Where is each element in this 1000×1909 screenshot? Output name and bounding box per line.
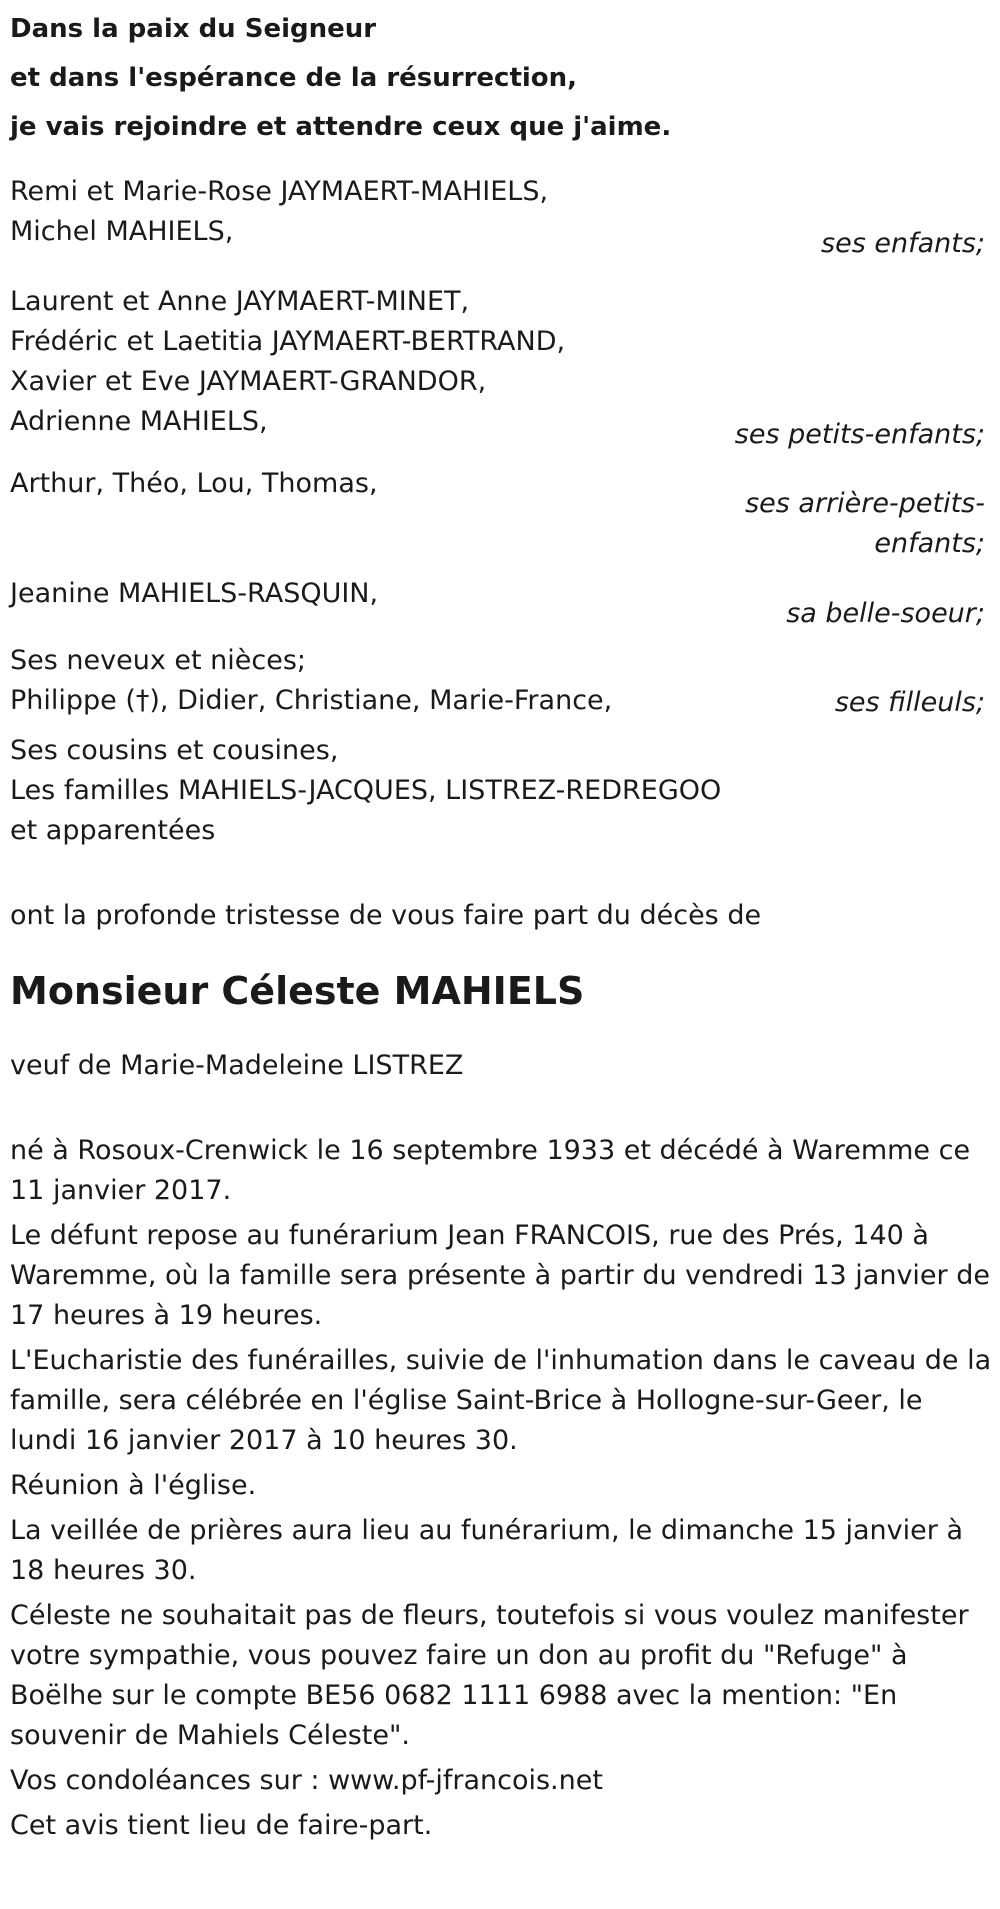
relation-label: ses arrière-petits- enfants; xyxy=(745,488,985,559)
widower-text: veuf de Marie-Madeleine LISTREZ xyxy=(10,1050,464,1081)
family-name-line: Adrienne MAHIELS, xyxy=(10,406,268,437)
family-name-line: Remi et Marie-Rose JAYMAERT-MAHIELS, xyxy=(10,176,549,207)
family-group-great-grandchildren xyxy=(10,464,995,569)
family-name-line: Jeanine MAHIELS-RASQUIN, xyxy=(10,578,379,609)
condolences-paragraph: Vos condoléances sur : www.pf-jfrancois.net xyxy=(10,1765,603,1796)
family-group-godchildren xyxy=(10,641,995,726)
announcement-text: ont la profonde tristesse de vous faire part du décès de xyxy=(10,900,762,931)
family-name-line: Philippe (†), Didier, Christiane, Marie-France, xyxy=(10,685,613,716)
obituary-notice xyxy=(10,5,995,1851)
family-name-line: Michel MAHIELS, xyxy=(10,216,234,247)
epigraph-line: et dans l'espérance de la résurrection, xyxy=(10,63,578,93)
epigraph xyxy=(10,5,995,152)
family-group-sister-in-law xyxy=(10,574,995,636)
family-group-grandchildren xyxy=(10,282,995,459)
epigraph-line: je vais rejoindre et attendre ceux que j'aime. xyxy=(10,112,672,142)
donation-paragraph: Céleste ne souhaitait pas de fleurs, toutefois si vous voulez manifester votre sympathie, vous pouvez faire un don au profit du "Refuge" à Boëlhe sur le compte BE56 0682 1111 6988 avec la mention: "En souvenir de Mahiels Céleste". xyxy=(10,1600,969,1751)
relation-label: sa belle-soeur; xyxy=(786,598,985,629)
family-group-cousins xyxy=(10,731,995,851)
family-name-line: Les familles MAHIELS-JACQUES, LISTREZ-REDREGOO xyxy=(10,775,722,806)
vigil-paragraph: La veillée de prières aura lieu au funérarium, le dimanche 15 janvier à 18 heures 30. xyxy=(10,1515,963,1586)
deceased-name: Monsieur Céleste MAHIELS xyxy=(10,969,585,1013)
family-name-line: Laurent et Anne JAYMAERT-MINET, xyxy=(10,286,470,317)
funeral-paragraph: L'Eucharistie des funérailles, suivie de l'inhumation dans le caveau de la famille, sera célébrée en l'église Saint-Brice à Hollogne-sur-Geer, le lundi 16 janvier 2017 à 10 heures 30. xyxy=(10,1345,992,1456)
notice-paragraph: Cet avis tient lieu de faire-part. xyxy=(10,1810,433,1841)
epigraph-line: Dans la paix du Seigneur xyxy=(10,14,377,44)
funerarium-paragraph: Le défunt repose au funérarium Jean FRANCOIS, rue des Prés, 140 à Waremme, où la famille sera présente à partir du vendredi 13 janvier de 17 heures à 19 heures. xyxy=(10,1220,990,1331)
family-name-line: Arthur, Théo, Lou, Thomas, xyxy=(10,468,378,499)
family-name-line: Frédéric et Laetitia JAYMAERT-BERTRAND, xyxy=(10,326,566,357)
family-group-children xyxy=(10,172,995,277)
relation-label: ses filleuls; xyxy=(834,687,985,718)
meeting-paragraph: Réunion à l'église. xyxy=(10,1470,257,1501)
relation-label: ses enfants; xyxy=(821,228,985,259)
family-name-line: Ses cousins et cousines, xyxy=(10,735,339,766)
birth-death-paragraph: né à Rosoux-Crenwick le 16 septembre 1933 et décédé à Waremme ce 11 janvier 2017. xyxy=(10,1135,971,1206)
family-name-line: et apparentées xyxy=(10,815,216,846)
family-name-line: Ses neveux et nièces; xyxy=(10,645,307,676)
family-name-line: Xavier et Eve JAYMAERT-GRANDOR, xyxy=(10,366,487,397)
relation-label: ses petits-enfants; xyxy=(734,419,985,450)
